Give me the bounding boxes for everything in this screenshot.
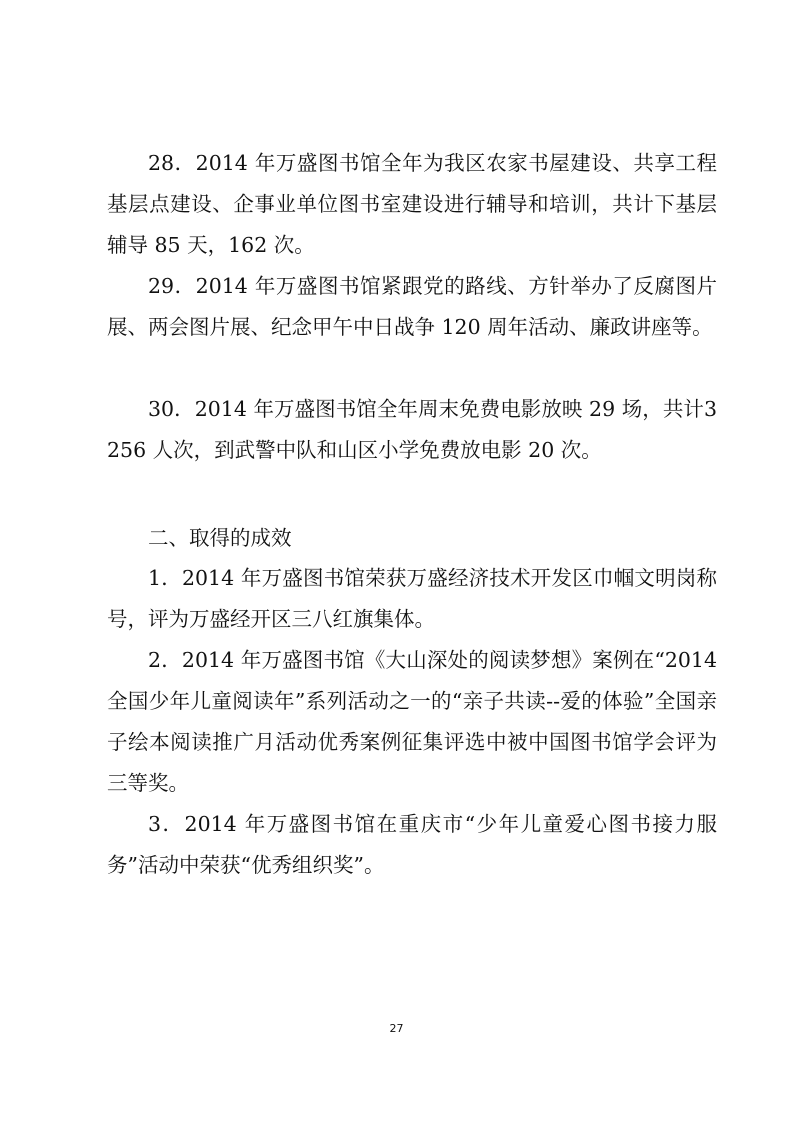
- page-number: 27: [389, 1022, 404, 1035]
- achievement-item-3: 3．2014 年万盛图书馆在重庆市“少年儿童爱心图书接力服务”活动中荣获“优秀组织奖”。: [107, 812, 717, 877]
- paragraph-item-29: 29．2014 年万盛图书馆紧跟党的路线、方针举办了反腐图片展、两会图片展、纪念甲午中日战争 120 周年活动、廉政讲座等。: [107, 274, 717, 339]
- section-heading: 二、取得的成效: [148, 526, 292, 550]
- achievement-item-1: 1．2014 年万盛图书馆荣获万盛经济技术开发区巾帼文明岗称号，评为万盛经开区三八红旗集体。: [107, 566, 717, 631]
- paragraph-item-30: 30．2014 年万盛图书馆全年周末免费电影放映 29 场，共计3256 人次，到武警中队和山区小学免费放电影 20 次。: [107, 397, 717, 462]
- achievement-item-2: 2．2014 年万盛图书馆《大山深处的阅读梦想》案例在“2014全国少年儿童阅读年”系列活动之一的“亲子共读--爱的体验”全国亲子绘本阅读推广月活动优秀案例征集评选中被中国图书馆学会评为三等奖。: [107, 648, 717, 795]
- paragraph-item-28: 28．2014 年万盛图书馆全年为我区农家书屋建设、共享工程基层点建设、企事业单位图书室建设进行辅导和培训，共计下基层辅导 85 天，162 次。: [107, 151, 717, 257]
